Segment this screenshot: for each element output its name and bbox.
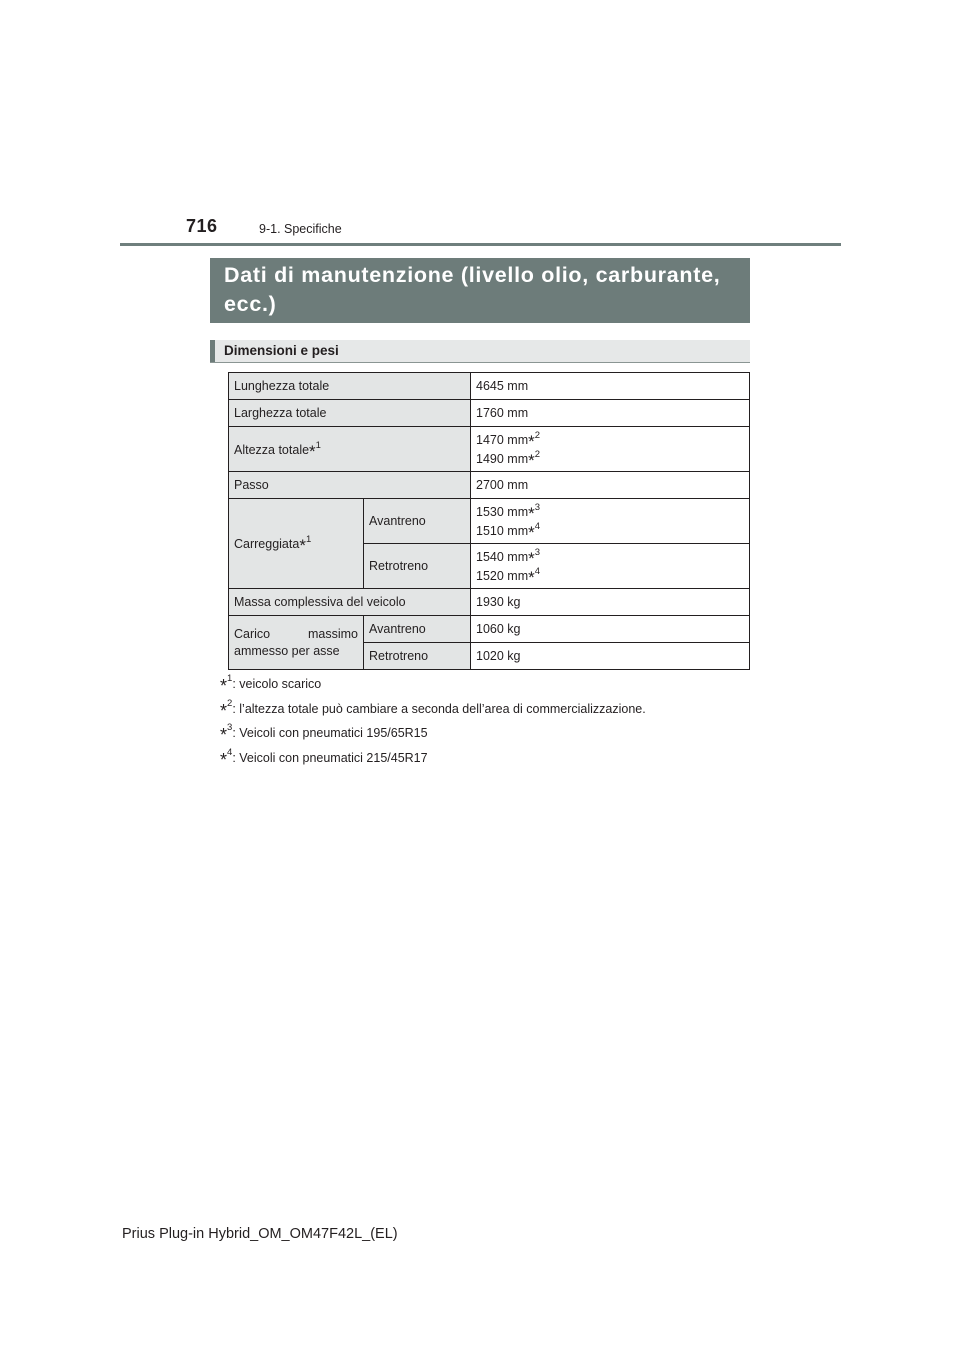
footnote-number: 1 (227, 673, 233, 684)
footnote-asterisk: * (528, 568, 535, 587)
footnote-asterisk: * (528, 451, 535, 470)
footnote-number: 4 (227, 746, 233, 758)
footnote-ref: 1 (315, 439, 321, 451)
tread-rear-value-2: 1520 mm (476, 569, 529, 583)
row-value (471, 544, 750, 589)
table-row (229, 400, 750, 427)
table-row (229, 616, 750, 643)
footnote-text: : Veicoli con pneumatici 215/45R17 (232, 750, 428, 765)
sub-heading-text: Dimensioni e pesi (224, 343, 339, 358)
row-label: Larghezza totale (229, 400, 471, 427)
footnote-asterisk: * (309, 441, 316, 461)
footnote-asterisk: * (528, 523, 535, 542)
footnote-asterisk: * (220, 725, 228, 745)
table-row (229, 427, 750, 472)
header-divider (120, 243, 841, 246)
footnote-asterisk: * (528, 549, 535, 568)
footnote-asterisk: * (220, 749, 228, 770)
footnote (220, 672, 760, 697)
sub-label: Retrotreno (364, 544, 471, 589)
footnote-number: 2 (227, 697, 233, 709)
row-label: Carico massimo ammesso per asse (229, 616, 364, 670)
row-label (229, 427, 471, 472)
row-value: 1060 kg (471, 616, 750, 643)
row-value: 1760 mm (471, 400, 750, 427)
footnote-asterisk: * (299, 536, 306, 555)
row-value: 1930 kg (471, 589, 750, 616)
table-row (229, 499, 750, 544)
footnote-ref: 4 (534, 566, 541, 577)
page-title: Dati di manutenzione (livello olio, carburante, ecc.) (224, 263, 721, 316)
footnote (220, 746, 760, 771)
footnote (220, 697, 760, 722)
row-value: 4645 mm (471, 373, 750, 400)
sub-label: Retrotreno (364, 643, 471, 670)
footnote (220, 721, 760, 746)
footnote-ref: 4 (534, 521, 541, 532)
row-label (229, 499, 364, 589)
footnotes (220, 672, 760, 770)
height-value-1: 1470 mm (476, 433, 529, 447)
row-value (471, 427, 750, 472)
height-label: Altezza totale (234, 442, 310, 457)
tread-front-value-1: 1530 mm (476, 505, 529, 519)
title-banner (210, 258, 750, 323)
page-number: 716 (186, 216, 218, 236)
sub-label: Avantreno (364, 616, 471, 643)
row-value: 1020 kg (471, 643, 750, 670)
tread-label: Carreggiata (234, 537, 300, 551)
footnote-ref: 1 (305, 534, 312, 545)
footnote-number: 3 (227, 722, 233, 733)
footnote-asterisk: * (220, 676, 228, 696)
row-value (471, 499, 750, 544)
sub-heading (210, 340, 750, 363)
row-label: Lunghezza totale (229, 373, 471, 400)
footnote-text: : l’altezza totale può cambiare a seconda dell’area di commercializzazione. (232, 701, 646, 716)
section-label: 9-1. Specifiche (259, 222, 342, 236)
row-label: Massa complessiva del veicolo (229, 589, 471, 616)
height-value-2: 1490 mm (476, 452, 529, 466)
footnote-ref: 3 (534, 547, 541, 558)
footnote-text: : veicolo scarico (232, 677, 322, 691)
footnote-ref: 2 (534, 449, 541, 460)
footnote-asterisk: * (528, 504, 535, 523)
table-row (229, 472, 750, 499)
table-row (229, 589, 750, 616)
specs-table (228, 372, 750, 670)
footnote-asterisk: * (220, 700, 228, 721)
tread-front-value-2: 1510 mm (476, 524, 529, 538)
footnote-ref: 3 (534, 502, 541, 513)
tread-rear-value-1: 1540 mm (476, 550, 529, 564)
footnote-ref: 2 (534, 430, 541, 441)
row-value: 2700 mm (471, 472, 750, 499)
footnote-asterisk: * (528, 432, 535, 451)
sub-heading-bar (210, 340, 215, 362)
footnote-text: : Veicoli con pneumatici 195/65R15 (232, 726, 428, 740)
sub-label: Avantreno (364, 499, 471, 544)
footer-doc-id: Prius Plug-in Hybrid_OM_OM47F42L_(EL) (122, 1226, 398, 1242)
table-row (229, 373, 750, 400)
row-label: Passo (229, 472, 471, 499)
